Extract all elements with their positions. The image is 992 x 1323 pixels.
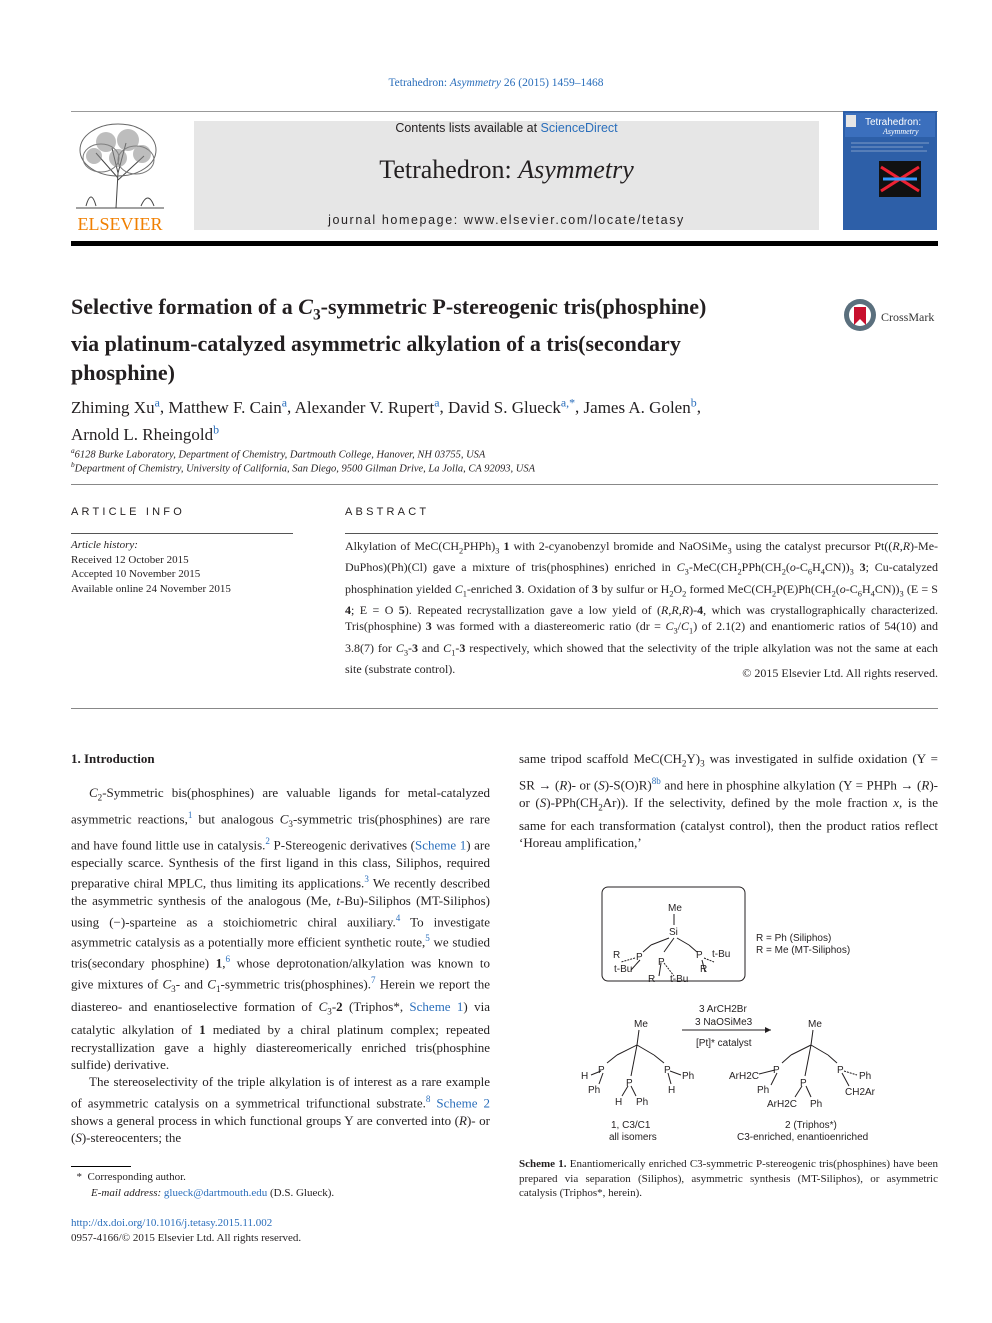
doi-block: http://dx.doi.org/10.1016/j.tetasy.2015.11.002 0957-4166/© 2015 Elsevier Ltd. All rights reserved. [71,1217,302,1244]
scheme-p-1c: P [626,1078,633,1089]
scheme-p-2c: P [800,1078,807,1089]
scheme-p-1a: P [598,1065,605,1076]
paragraph: $C_2$-Symmetric bis(phosphines) are valuable ligands for metal-catalyzed asymmetric reactions,$^1$ but analogous $C_3$-symmetric tris(phosphines) are rare and have found little use in catalysis.$^2$ P-Stereogenic derivatives (Scheme 1) are especially scarce. Synthesis of the first ligand in this class, Siliphos, required preparative chiral MPLC, thus limiting its applications.$^3$ We recently described the asymmetric synthesis of the analogous (Me, t-Bu)-Siliphos (MT-Siliphos) using (−)-sparteine as a stoichiometric chiral auxiliary.$^4$ To investigate asymmetric catalysis as a potentially more efficient synthetic route,$^5$ we studied tris(secondary phosphine) 1,$^6$ whose deprotonation/alkylation was known to give mixtures of $C_3-$ and $C_1$-symmetric tris(phosphines).$^7$ Herein we report the diastereo- and enantioselective formation of $C_3-2$ (Triphos*, Scheme 1) via catalytic alkylation of 1 mediated by a chiral platinum complex; repeated recrystallization gave a highly diastereomerically enriched tris(phosphine sulfide) derivative. [71,785,491,1072]
scheme-p-center: P [658,957,665,968]
footnote-rule [71,1166,131,1167]
email-link[interactable]: glueck@dartmouth.edu [163,1186,268,1199]
sciencedirect-link[interactable]: ScienceDirect [540,121,618,135]
header-thick-rule [71,241,938,246]
scheme-ph-2a: Ph [757,1085,770,1096]
cover-subtitle: Asymmetry [883,127,919,136]
scheme-label-2b: C3-enriched, enantioenriched [737,1132,869,1143]
scheme-label-2a: 2 (Triphos*) [785,1120,837,1131]
scheme-me-2: Me [808,1019,822,1030]
journal-title: Tetrahedron: Asymmetry [379,155,634,184]
scheme-tbu-left: t-Bu [614,964,633,975]
scheme-catalyst: [Pt]* catalyst [696,1038,752,1049]
affiliation-a: $^a$6128 Burke Laboratory, Department of Chemistry, Dartmouth College, Hanover, NH 03755, USA [71,446,486,461]
scheme-r-left: R [613,950,621,961]
scheme-h-1a: H [581,1071,589,1082]
homepage-url[interactable]: www.elsevier.com/locate/tetasy [463,213,685,227]
scheme-label-1a: 1, C3/C1 [611,1120,651,1131]
divider [345,533,938,534]
body-column-left [71,784,490,1146]
author[interactable]: Zhiming Xu$^a$ [71,395,160,417]
article-info-heading: ARTICLE INFO [71,506,185,518]
scheme-ph-1c: Ph [636,1097,649,1108]
scheme-caption: Scheme 1. Enantiomerically enriched C3-symmetric P-stereogenic tris(phosphines) have been prepared via separation (Siliphos), asymmetric synthesis (MT-Siliphos), or asymmetric catalysis (Triphos*, herein). [519,1158,938,1199]
scheme-reagent-2: 3 NaOSiMe3 [695,1017,753,1028]
divider [71,533,293,534]
scheme-reagent-1: 3 ArCH2Br [699,1004,747,1015]
scheme-p-left: P [636,952,643,963]
paragraph: The stereoselectivity of the triple alkylation is of interest as a rare example of asymmetric catalysis on a symmetrical trifunctional substrate.$^8$ Scheme 2 shows a general process in which functional groups Y are converted into (R)- or (S)-stereocenters; the [71,1074,491,1145]
article-title: Selective formation of a $C_3$-symmetric P-stereogenic tris(phosphine) via platinum-catalyzed asymmetric alkylation of a tris(secondary phosphine) [71,294,707,386]
scheme-me-top: Me [668,903,682,914]
divider [71,708,938,709]
body-column-right: same tripod scaffold $MeC(CH_2Y)_3$ was investigated in sulfide oxidation (Y = SR → (R)- or (S)-S(O)R)$^{8b}$ and here in phosphine alkylation (Y = PHPh → (R)- or $(S)-PPh(CH_2Ar)$). If the selectivity, defined by the mole fraction x, is the same for each transformation (catalyst control), then the product ratios reflect ‘Horeau amplification,’ [519,751,938,851]
scheme-h-1b: H [668,1085,676,1096]
elsevier-wordmark: ELSEVIER [77,214,163,234]
scheme-figure [519,880,938,1148]
author[interactable]: Alexander V. Rupert$^a$ [294,395,440,417]
scheme-r-center: R [648,974,656,985]
abstract-copyright: © 2015 Elsevier Ltd. All rights reserved. [742,666,938,680]
author[interactable]: David S. Glueck$^{a,*}$ [448,395,576,417]
scheme-si: Si [669,927,678,938]
scheme-p-2a: P [773,1065,780,1076]
scheme-ph-2b: Ph [859,1071,872,1082]
section-heading: 1. Introduction [71,751,155,766]
scheme-arh2c-2a: ArH2C [729,1071,760,1082]
scheme-p-2b: P [837,1065,844,1076]
crossmark-label: CrossMark [881,310,935,324]
scheme-h-1c: H [615,1097,623,1108]
scheme-ph-1b: Ph [682,1071,695,1082]
cover-title: Tetrahedron: [865,117,922,128]
author[interactable]: Arnold L. Rheingold$^b$ [71,422,220,445]
journal-reference[interactable]: Tetrahedron: Asymmetry 26 (2015) 1459–1468 [388,77,604,89]
journal-homepage: journal homepage: www.elsevier.com/locate/tetasy [328,213,685,227]
scheme-ph-1a: Ph [588,1085,601,1096]
abstract-heading: ABSTRACT [345,506,430,518]
author[interactable]: James A. Golen$^b$ [583,395,697,417]
journal-cover [843,111,937,230]
author[interactable]: Matthew F. Cain$^a$ [168,395,288,417]
crossmark-badge[interactable] [843,297,943,333]
scheme-p-right: P [696,950,703,961]
article-history: Article history: Received 12 October 2015 Accepted 10 November 2015 Available online 24 November 2015 [71,539,231,595]
scheme-arh2c-2c: ArH2C [767,1099,798,1110]
elsevier-logo [66,118,174,234]
header-top-rule [71,111,938,112]
scheme-tbu-center: t-Bu [670,974,689,985]
scheme-r-right: R [700,964,708,975]
scheme-label-1b: all isomers [609,1132,657,1143]
author-list: Zhiming Xu$^a$, Matthew F. Cain$^a$, Alexander V. Rupert$^a$, David S. Glueck$^{a,*}$, James A. Golen$^b$, Arnold L. Rheingold$^b$ [71,395,701,445]
abstract-text: Alkylation of $MeC(CH_2PHPh)_3$ 1 with 2-cyanobenzyl bromide and NaOSiMe$_3$ using the catalyst precursor Pt((R,R)-Me-DuPhos)(Ph)(Cl) gave a mixture of tris(phosphines) enriched in $C_3-MeC(CH_2PPh(CH_2(o-C_6H_4CN))_3$ 3; Cu-catalyzed phosphination yielded $C_1$-enriched 3. Oxidation of 3 by sulfur or $H_2O_2$ formed $MeC(CH_2P(E)Ph(CH_2(o-C_6H_4CN))_3$ (E = S 4; E = O 5). Repeated recrystallization gave a low yield of (R,R,R)-4, which was crystallographically characterized. Tris(phosphine) 3 was formed with a diastereomeric ratio $(dr = C_3/C_1)$ of 2.1(2) and enantiomeric ratios of 54(10) and 3.8(7) for $C_3-3$ and $C_1-3$ respectively, which showed that the selectivity of the triple alkylation was not the same at each site (substrate control). [345,539,939,676]
scheme-me-1: Me [634,1019,648,1030]
journal-banner [194,121,819,230]
scheme-ch2ar-2b: CH2Ar [845,1087,876,1098]
footnotes: * Corresponding author. E-mail address: glueck@dartmouth.edu (D.S. Glueck). [76,1171,335,1199]
affiliation-b: $^b$Department of Chemistry, University of California, San Diego, 9500 Gilman Drive, La Jolla, CA 92093, USA [71,460,535,475]
scheme-legend-2: R = Me (MT-Siliphos) [756,945,851,956]
doi-link[interactable]: http://dx.doi.org/10.1016/j.tetasy.2015.11.002 [71,1217,273,1229]
divider [71,484,938,485]
scheme-tbu-right: t-Bu [712,949,731,960]
scheme-p-1b: P [664,1065,671,1076]
contents-line: Contents lists available at ScienceDirect [395,121,618,135]
scheme-ph-2c: Ph [810,1099,823,1110]
scheme-legend-1: R = Ph (Siliphos) [756,933,832,944]
